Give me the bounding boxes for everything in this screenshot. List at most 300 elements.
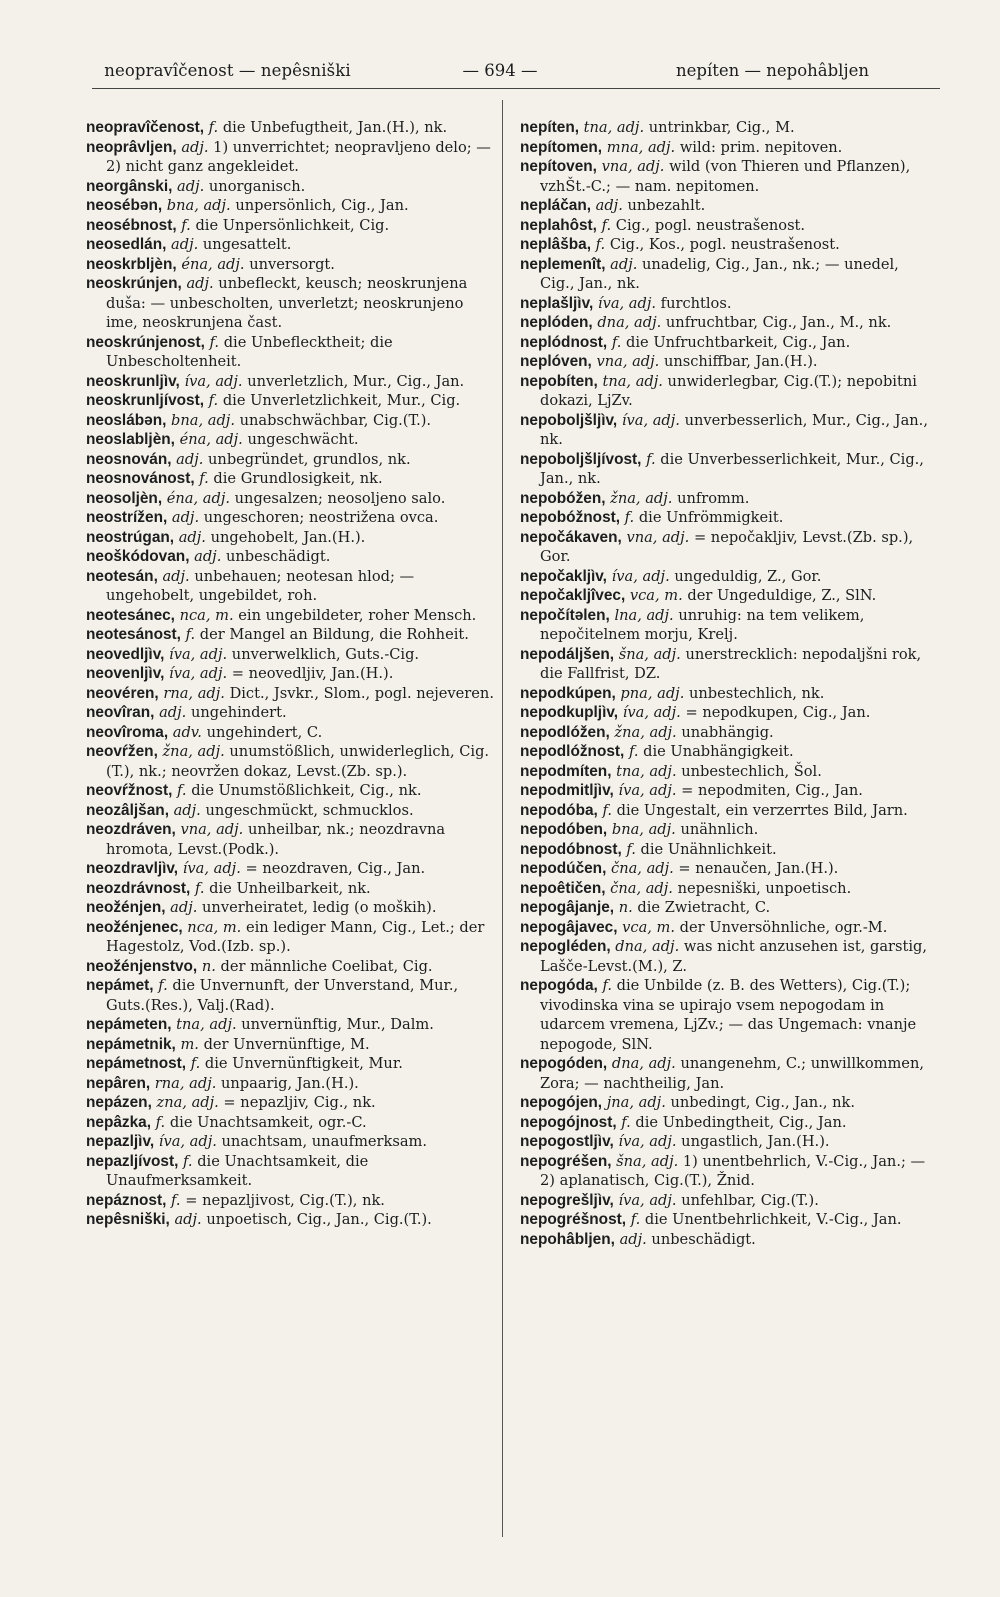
dictionary-entry [86, 372, 498, 392]
entry-grammar: f. [646, 450, 656, 468]
entry-grammar: šna, adj. [618, 645, 681, 663]
entry-definition: = neovedljiv, Jan.(H.). [231, 665, 394, 682]
entry-grammar: pna, adj. [620, 684, 685, 702]
entry-grammar: f. [194, 879, 205, 897]
entry-headword: neozdravljìv, [86, 860, 179, 877]
entry-definition: untrinkbar, Cig., M. [648, 119, 795, 136]
entry-grammar: f. [601, 216, 612, 234]
entry-headword: nepodkupljìv, [520, 704, 619, 721]
entry-grammar: f. [208, 392, 219, 409]
entry-grammar: nca, m. [187, 918, 242, 936]
entry-headword: nepodóben, [520, 821, 608, 838]
entry-grammar: čna, adj. [611, 860, 674, 877]
dictionary-entry [86, 528, 498, 548]
entry-grammar: f. [628, 743, 639, 760]
entry-grammar: íva, adj. [597, 294, 657, 312]
entry-grammar: adj. [171, 236, 199, 253]
entry-definition: die Unähnlichkeit. [640, 840, 777, 858]
entry-headword: neovŕžnost, [86, 782, 173, 799]
dictionary-entry [86, 177, 498, 197]
dictionary-entry [520, 684, 932, 704]
dictionary-entry [520, 294, 932, 314]
entry-definition: ein lediger Mann, Cig., Let.; der Hagestolz, Vod.(Izb. sp.). [106, 918, 485, 955]
dictionary-entry [86, 1191, 498, 1211]
entry-headword: nepodáljšen, [520, 645, 615, 663]
entry-headword: nepogâjanje, [520, 899, 615, 916]
dictionary-entry [86, 547, 498, 567]
entry-grammar: f. [595, 236, 606, 253]
entry-headword: neosnovánost, [86, 470, 195, 487]
entry-definition: Cig., Kos., pogl. neustrašenost. [609, 236, 840, 253]
entry-headword: neožénjenec, [86, 918, 183, 936]
entry-definition: unverletzlich, Mur., Cig., Jan. [247, 372, 465, 390]
entry-grammar: adv. [172, 723, 202, 741]
entry-grammar: adj. [170, 899, 198, 916]
entry-definition: die Unbedingtheit, Cig., Jan. [635, 1113, 847, 1131]
dictionary-entry [86, 1152, 498, 1191]
dictionary-entry [86, 333, 498, 372]
entry-headword: neoškódovan, [86, 548, 190, 565]
dictionary-entry [520, 157, 932, 196]
dictionary-entry [86, 216, 498, 236]
entry-definition: die Unentbehrlichkeit, V.-Cig., Jan. [644, 1211, 902, 1228]
page-number: — 694 — [462, 60, 538, 80]
entry-grammar: f. [155, 1113, 166, 1131]
dictionary-entry [520, 216, 932, 236]
entry-headword: neorgânski, [86, 177, 173, 195]
entry-definition: ungeschmückt, schmucklos. [205, 801, 414, 819]
entry-headword: neovŕžen, [86, 743, 158, 760]
header-right-range: nepíten — nepohâbljen [676, 60, 869, 80]
entry-grammar: íva, adj. [169, 645, 228, 663]
entry-headword: nepodmitljìv, [520, 782, 614, 799]
dictionary-entry [86, 567, 498, 606]
entry-grammar: f. [177, 782, 187, 799]
entry-headword: nepočákaven, [520, 528, 622, 546]
entry-definition: die Grundlosigkeit, nk. [213, 470, 383, 487]
entry-definition: die Unbeflecktheit; die Unbescholtenheit. [106, 333, 393, 370]
entry-grammar: vca, m. [629, 587, 683, 604]
entry-headword: neoskrbljèn, [86, 255, 177, 273]
entry-grammar: f. [621, 1113, 631, 1131]
entry-definition: die Zwietracht, C. [637, 899, 771, 916]
dictionary-entry [86, 411, 498, 431]
dictionary-entry [86, 430, 498, 450]
entry-definition: die Unverbesserlichkeit, Mur., Cig., Jan., nk. [540, 450, 924, 487]
entry-headword: neplahôst, [520, 216, 597, 234]
dictionary-entry [86, 489, 498, 509]
entry-definition: = nenaučen, Jan.(H.). [678, 860, 839, 877]
entry-grammar: íva, adj. [618, 1133, 677, 1150]
entry-grammar: f. [602, 977, 612, 994]
right-column [520, 118, 932, 1249]
header-rule [92, 88, 940, 89]
entry-grammar: vna, adj. [180, 821, 244, 838]
entry-grammar: f. [602, 801, 612, 819]
entry-grammar: f. [158, 977, 168, 994]
entry-definition: die Unfruchtbarkeit, Cig., Jan. [626, 333, 851, 351]
dictionary-entry [520, 372, 932, 411]
entry-headword: nepodmíten, [520, 762, 612, 780]
entry-grammar: žna, adj. [610, 489, 673, 507]
dictionary-entry [86, 391, 498, 411]
dictionary-entry [520, 508, 932, 528]
entry-headword: nepočakljîvec, [520, 587, 626, 604]
entry-grammar: f. [185, 626, 196, 643]
entry-definition: die Unpersönlichkeit, Cig. [195, 216, 390, 234]
dictionary-entry [520, 352, 932, 372]
dictionary-entry [86, 450, 498, 470]
entry-headword: neosébnost, [86, 216, 177, 234]
entry-definition: unpoetisch, Cig., Jan., Cig.(T.). [206, 1211, 432, 1228]
entry-grammar: adj. [159, 704, 187, 721]
entry-definition: unerstrecklich: nepodaljšni rok, die Fallfrist, DZ. [540, 645, 922, 682]
entry-headword: nepogréšnost, [520, 1211, 627, 1228]
entry-definition: die Ungestalt, ein verzerrtes Bild, Jarn. [616, 801, 908, 819]
entry-headword: neoslábən, [86, 411, 167, 429]
entry-headword: nepodlóžnost, [520, 743, 625, 760]
entry-grammar: adj. [173, 801, 201, 819]
entry-headword: nepáznost, [86, 1191, 167, 1209]
entry-definition: ungehobelt, Jan.(H.). [210, 528, 366, 546]
entry-grammar: íva, adj. [158, 1133, 217, 1150]
entry-headword: neplâšba, [520, 236, 591, 253]
entry-headword: neovenljìv, [86, 665, 165, 682]
entry-headword: nepogójnost, [520, 1113, 617, 1131]
entry-definition: unfromm. [677, 489, 750, 507]
entry-grammar: íva, adj. [182, 860, 241, 877]
entry-grammar: šna, adj. [616, 1152, 679, 1170]
dictionary-entry [520, 1113, 932, 1133]
entry-grammar: zna, adj. [156, 1094, 219, 1111]
dictionary-entry [86, 1132, 498, 1152]
entry-headword: nepámetnost, [86, 1055, 187, 1072]
entry-grammar: lna, adj. [614, 606, 674, 624]
dictionary-entry [520, 1054, 932, 1093]
entry-grammar: íva, adj. [618, 782, 677, 799]
entry-grammar: tna, adj. [583, 119, 645, 136]
dictionary-entry [86, 1113, 498, 1133]
entry-headword: nepláčan, [520, 197, 591, 214]
dictionary-entry [520, 859, 932, 879]
entry-definition: unbefleckt, keusch; neoskrunjena duša: — unbescholten, unverletzt; neoskrunjeno ime, neoskrunjena čast. [106, 275, 468, 331]
entry-headword: neovîroma, [86, 723, 169, 741]
dictionary-entry [86, 274, 498, 333]
entry-definition: der Unvernünftige, M. [203, 1035, 370, 1053]
entry-headword: nepogléden, [520, 938, 611, 955]
entry-definition: unabschwächbar, Cig.(T.). [239, 411, 432, 429]
dictionary-entry [520, 820, 932, 840]
entry-definition: der Unversöhnliche, ogr.-M. [679, 918, 888, 936]
entry-grammar: rna, adj. [154, 1074, 217, 1092]
entry-grammar: f. [181, 216, 191, 234]
dictionary-entry [520, 976, 932, 1054]
entry-headword: nepoboljšljìv, [520, 411, 618, 429]
entry-headword: nepogréšen, [520, 1152, 612, 1170]
entry-definition: furchtlos. [660, 294, 732, 312]
entry-headword: neplódnost, [520, 333, 608, 351]
dictionary-entry [86, 196, 498, 216]
dictionary-entry [520, 762, 932, 782]
entry-grammar: nca, m. [179, 606, 234, 624]
entry-headword: nepogostljìv, [520, 1133, 614, 1150]
entry-definition: die Unabhängigkeit. [643, 743, 794, 760]
entry-grammar: f. [208, 119, 219, 136]
entry-grammar: éna, adj. [179, 431, 243, 448]
dictionary-entry [520, 840, 932, 860]
entry-grammar: adj. [178, 528, 206, 546]
dictionary-entry [86, 957, 498, 977]
entry-headword: nepogójen, [520, 1094, 603, 1111]
entry-definition: die Unachtsamkeit, die Unaufmerksamkeit. [106, 1152, 369, 1189]
entry-definition: unverwelklich, Guts.-Cig. [231, 645, 420, 663]
entry-headword: neplašljìv, [520, 294, 594, 312]
entry-definition: unbehauen; neotesan hlod; — ungehobelt, ungebildet, roh. [106, 567, 415, 604]
entry-grammar: éna, adj. [181, 255, 245, 273]
entry-grammar: adj. [176, 450, 204, 468]
entry-grammar: adj. [171, 509, 200, 526]
entry-definition: unbestechlich, Šol. [681, 762, 822, 780]
entry-headword: neplóven, [520, 353, 592, 370]
entry-grammar: bna, adj. [171, 411, 235, 429]
entry-grammar: žna, adj. [162, 743, 225, 760]
dictionary-entry [520, 1191, 932, 1211]
entry-grammar: vna, adj. [601, 158, 665, 175]
entry-grammar: čna, adj. [610, 879, 673, 897]
dictionary-entry [520, 528, 932, 567]
dictionary-entry [520, 138, 932, 158]
dictionary-entry [86, 703, 498, 723]
entry-headword: neosedlán, [86, 236, 167, 253]
dictionary-entry [520, 450, 932, 489]
entry-definition: Dict., Jsvkr., Slom., pogl. nejeveren. [229, 684, 494, 702]
entry-definition: unheilbar, nk.; neozdravna hromota, Levst.(Podk.). [106, 821, 446, 858]
entry-grammar: m. [180, 1035, 199, 1053]
entry-definition: die Unbefugtheit, Jan.(H.), nk. [222, 119, 448, 136]
entry-definition: unähnlich. [680, 821, 759, 838]
entry-headword: neožénjen, [86, 899, 166, 916]
entry-definition: ungeduldig, Z., Gor. [674, 567, 822, 585]
entry-headword: nepâzka, [86, 1113, 152, 1131]
entry-definition: = nepodkupen, Cig., Jan. [685, 704, 871, 721]
dictionary-entry [86, 781, 498, 801]
entry-grammar: f. [171, 1191, 181, 1209]
entry-definition: ein ungebildeter, roher Mensch. [238, 606, 477, 624]
entry-definition: 1) unverrichtet; neopravljeno delo; — 2) nicht ganz angekleidet. [106, 138, 491, 175]
dictionary-entry [520, 1230, 932, 1250]
dictionary-entry [86, 235, 498, 255]
dictionary-entry [86, 801, 498, 821]
dictionary-entry [520, 1152, 932, 1191]
dictionary-entry [86, 469, 498, 489]
entry-headword: nepázen, [86, 1094, 152, 1111]
entry-definition: unbestechlich, nk. [688, 684, 825, 702]
entry-headword: neovîran, [86, 704, 155, 721]
entry-grammar: adj. [186, 275, 214, 292]
entry-headword: neoprâvljen, [86, 138, 177, 156]
dictionary-entry [86, 1093, 498, 1113]
entry-headword: neoskrunljìv, [86, 372, 180, 390]
entry-headword: neosnován, [86, 450, 172, 468]
entry-headword: neovedljìv, [86, 645, 165, 663]
entry-headword: nepazljìv, [86, 1133, 155, 1150]
entry-definition: wild (von Thieren und Pflanzen), vzhŠt.-C.; — nam. nepitomen. [540, 158, 911, 195]
dictionary-entry [86, 820, 498, 859]
entry-definition: = nepodmiten, Cig., Jan. [681, 782, 863, 799]
entry-headword: neosébən, [86, 197, 163, 214]
entry-grammar: íva, adj. [169, 665, 228, 682]
entry-definition: unangenehm, C.; unwillkommen, Zora; — nachtheilig, Jan. [540, 1055, 924, 1092]
entry-definition: ungastlich, Jan.(H.). [681, 1133, 830, 1150]
dictionary-entry [520, 313, 932, 333]
dictionary-entry [520, 879, 932, 899]
entry-headword: neoskrunljívost, [86, 392, 205, 409]
entry-headword: nepoboljšljívost, [520, 450, 642, 468]
entry-headword: neozdráven, [86, 821, 176, 838]
dictionary-entry [520, 1093, 932, 1113]
entry-headword: nepámet, [86, 977, 154, 994]
entry-grammar: adj. [177, 177, 205, 195]
entry-definition: ungeschwächt. [247, 431, 359, 448]
entry-headword: neoslabljèn, [86, 431, 175, 448]
entry-grammar: f. [190, 1055, 201, 1072]
entry-headword: nepâren, [86, 1074, 151, 1092]
entry-definition: unversorgt. [249, 255, 335, 273]
entry-headword: nepodlóžen, [520, 723, 610, 741]
dictionary-entry [86, 723, 498, 743]
dictionary-entry [86, 118, 498, 138]
entry-definition: wild: prim. nepitoven. [679, 138, 843, 156]
dictionary-entry [520, 333, 932, 353]
entry-headword: nepámeten, [86, 1016, 172, 1033]
entry-headword: nepobóžen, [520, 489, 606, 507]
dictionary-entry [520, 801, 932, 821]
entry-headword: neopravîčenost, [86, 119, 205, 136]
entry-definition: unumstößlich, unwiderleglich, Cig.(T.), nk.; neovržen dokaz, Levst.(Zb. sp.). [106, 743, 490, 780]
dictionary-entry [86, 918, 498, 957]
entry-definition: unverbesserlich, Mur., Cig., Jan., nk. [540, 411, 928, 448]
entry-definition: unschiffbar, Jan.(H.). [663, 353, 818, 370]
entry-headword: neotesán, [86, 567, 158, 585]
entry-grammar: adj. [610, 255, 638, 273]
entry-grammar: n. [201, 957, 216, 975]
entry-headword: neostrížen, [86, 509, 168, 526]
entry-definition: = nepazljiv, Cig., nk. [223, 1094, 376, 1111]
dictionary-entry [520, 742, 932, 762]
dictionary-entry [86, 742, 498, 781]
entry-grammar: vna, adj. [596, 353, 660, 370]
entry-grammar: adj. [194, 548, 222, 565]
entry-definition: die Unvernünftigkeit, Mur. [204, 1055, 403, 1072]
dictionary-entry [520, 937, 932, 976]
entry-headword: nepodkúpen, [520, 684, 616, 702]
dictionary-entry [86, 684, 498, 704]
entry-headword: nepítomen, [520, 138, 603, 156]
entry-definition: die Unfrömmigkeit. [638, 509, 784, 526]
entry-grammar: jna, adj. [606, 1094, 666, 1111]
dictionary-entry [520, 645, 932, 684]
dictionary-entry [86, 1054, 498, 1074]
entry-headword: nepogrešljìv, [520, 1191, 614, 1209]
entry-headword: nepodóbnost, [520, 840, 622, 858]
entry-grammar: tna, adj. [616, 762, 677, 780]
entry-grammar: dna, adj. [611, 1055, 676, 1072]
entry-headword: nepogâjavec, [520, 918, 618, 936]
entry-grammar: f. [183, 1152, 193, 1170]
entry-definition: unbegründet, grundlos, nk. [208, 450, 411, 468]
dictionary-entry [86, 255, 498, 275]
entry-grammar: adj. [181, 138, 209, 156]
dictionary-entry [86, 1035, 498, 1055]
entry-grammar: bna, adj. [611, 821, 676, 838]
entry-definition: nepesniški, unpoetisch. [677, 879, 852, 897]
entry-grammar: vna, adj. [626, 528, 690, 546]
entry-headword: neozâljšan, [86, 801, 169, 819]
entry-definition: unbeschädigt. [225, 548, 331, 565]
dictionary-entry [520, 118, 932, 138]
dictionary-entry [86, 138, 498, 177]
entry-definition: unorganisch. [208, 177, 306, 195]
dictionary-entry [520, 723, 932, 743]
entry-grammar: íva, adj. [622, 704, 681, 721]
entry-headword: nepočítəlen, [520, 606, 610, 624]
entry-grammar: tna, adj. [176, 1016, 237, 1033]
entry-definition: unverheiratet, ledig (o moških). [202, 899, 437, 916]
entry-grammar: íva, adj. [184, 372, 243, 390]
entry-headword: neplóden, [520, 314, 593, 331]
dictionary-entry [520, 1132, 932, 1152]
entry-definition: die Unheilbarkeit, nk. [209, 879, 371, 897]
entry-definition: ungesattelt. [202, 236, 292, 253]
dictionary-entry [520, 918, 932, 938]
entry-headword: nepazljívost, [86, 1152, 179, 1170]
entry-headword: neozdrávnost, [86, 879, 191, 897]
entry-headword: nepobóžnost, [520, 509, 621, 526]
dictionary-entry [86, 606, 498, 626]
dictionary-entry [520, 567, 932, 587]
entry-headword: nepêsniški, [86, 1211, 170, 1228]
entry-definition: = neozdraven, Cig., Jan. [245, 860, 426, 877]
entry-definition: unruhig: na tem velikem, nepočitelnem morju, Krelj. [540, 606, 865, 643]
entry-headword: neostrúgan, [86, 528, 175, 546]
entry-grammar: éna, adj. [166, 489, 230, 507]
dictionary-entry [86, 898, 498, 918]
entry-headword: neplemenît, [520, 255, 606, 273]
dictionary-entry [520, 411, 932, 450]
dictionary-entry [86, 645, 498, 665]
entry-headword: neožénjenstvo, [86, 957, 198, 975]
entry-headword: neotesánost, [86, 626, 181, 643]
entry-definition: unpaarig, Jan.(H.). [221, 1074, 359, 1092]
entry-headword: nepočakljìv, [520, 567, 607, 585]
entry-headword: nepogóden, [520, 1055, 608, 1072]
entry-grammar: bna, adj. [166, 197, 231, 214]
entry-headword: neovéren, [86, 684, 159, 702]
entry-definition: die Unachtsamkeit, ogr.-C. [169, 1113, 367, 1131]
entry-grammar: tna, adj. [602, 372, 663, 390]
entry-headword: nepítoven, [520, 158, 597, 175]
entry-grammar: dna, adj. [597, 314, 662, 331]
entry-grammar: f. [209, 333, 220, 351]
entry-headword: nepíten, [520, 119, 579, 136]
entry-headword: neoskrúnjenost, [86, 333, 205, 351]
dictionary-entry [86, 879, 498, 899]
entry-grammar: adj. [595, 197, 623, 214]
entry-definition: der Mangel an Bildung, die Rohheit. [199, 626, 469, 643]
entry-grammar: adj. [174, 1211, 202, 1228]
dictionary-entry [86, 664, 498, 684]
dictionary-entry [520, 1210, 932, 1230]
